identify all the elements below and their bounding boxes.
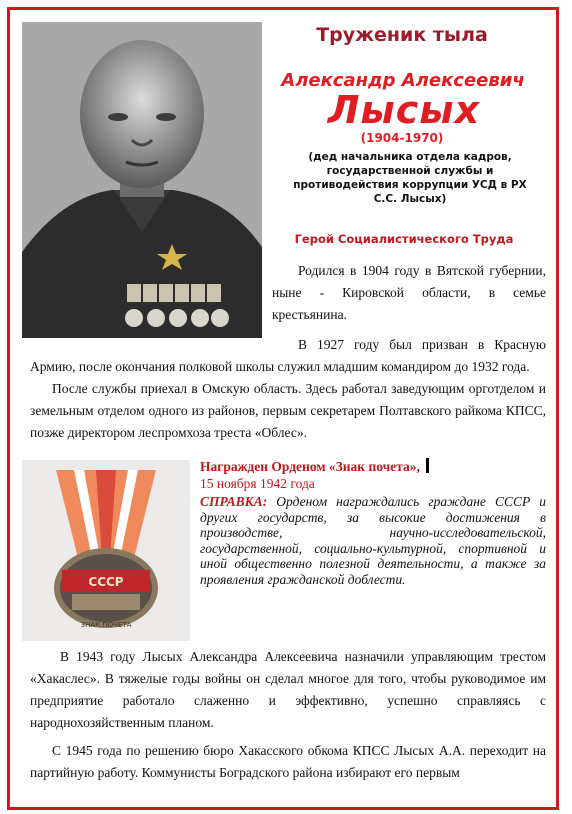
relation-note: (дед начальника отдела кадров, государственной службы и противодействия коррупции УСД в РХ С.С. Лысых) (293, 151, 527, 205)
honor-title: Герой Социалистического Труда (294, 232, 514, 246)
reference-label: СПРАВКА: (200, 494, 268, 509)
award-date: 15 ноября 1942 года (200, 476, 315, 491)
medal-illustration (22, 460, 190, 641)
award-heading-text: Награжден Орденом «Знак почета», (200, 459, 420, 474)
portrait-illustration (22, 22, 262, 338)
award-reference (200, 494, 546, 587)
bio-paragraph-party: С 1945 года по решению бюро Хакасского обкома КПСС Лысых А.А. переходит на партийную работу. Коммунисты Боградского района избирают его первым (30, 743, 546, 780)
person-last-name: Лысых (327, 88, 481, 132)
medal-inscription-ussr: СССР (88, 575, 124, 589)
portrait-photo (22, 22, 262, 338)
bio-paragraph-omsk: После службы приехал в Омскую область. Здесь работал заведующим орготделом и земельным отделом одного из районов, первым секретарем Полтавского райкома КПСС, позже директором леспромхоза треста «Облес». (30, 381, 546, 440)
life-years: (1904-1970) (360, 131, 444, 145)
text-cursor (426, 458, 429, 473)
bio-paragraph-army: В 1927 году был призван в Красную Армию, после окончания полковой школы служил младшим командиром до 1932 года. (30, 337, 546, 374)
award-heading (200, 458, 540, 475)
person-first-name: Александр Алексеевич (281, 70, 525, 91)
medal-photo (22, 460, 190, 641)
medal-inscription-bottom: ЗНАК ПОЧЕТА (80, 621, 132, 629)
bio-paragraph-khakasles: В 1943 году Лысых Александра Алексеевича назначили управляющим трестом «Хакаслес». В тяжелые годы войны он сделал многое для того, чтобы руководимое им предприятие работало слаженно и эффективно, успешно справляясь с народнохозяйственным планом. (30, 649, 546, 730)
reference-text: Орденом награждались граждане СССР и других государств, за высокие достижения в производстве, научно-исследовательской, государственной, социально-культурной, спортивной и иной общественно полезной деятельности, а также за проявления гражданской доблести. (200, 494, 546, 587)
page-title: Труженик тыла (316, 24, 488, 46)
bio-paragraph-birth: Родился в 1904 году в Вятской губернии, ныне - Кировской области, в семье крестьянина. (272, 263, 546, 322)
